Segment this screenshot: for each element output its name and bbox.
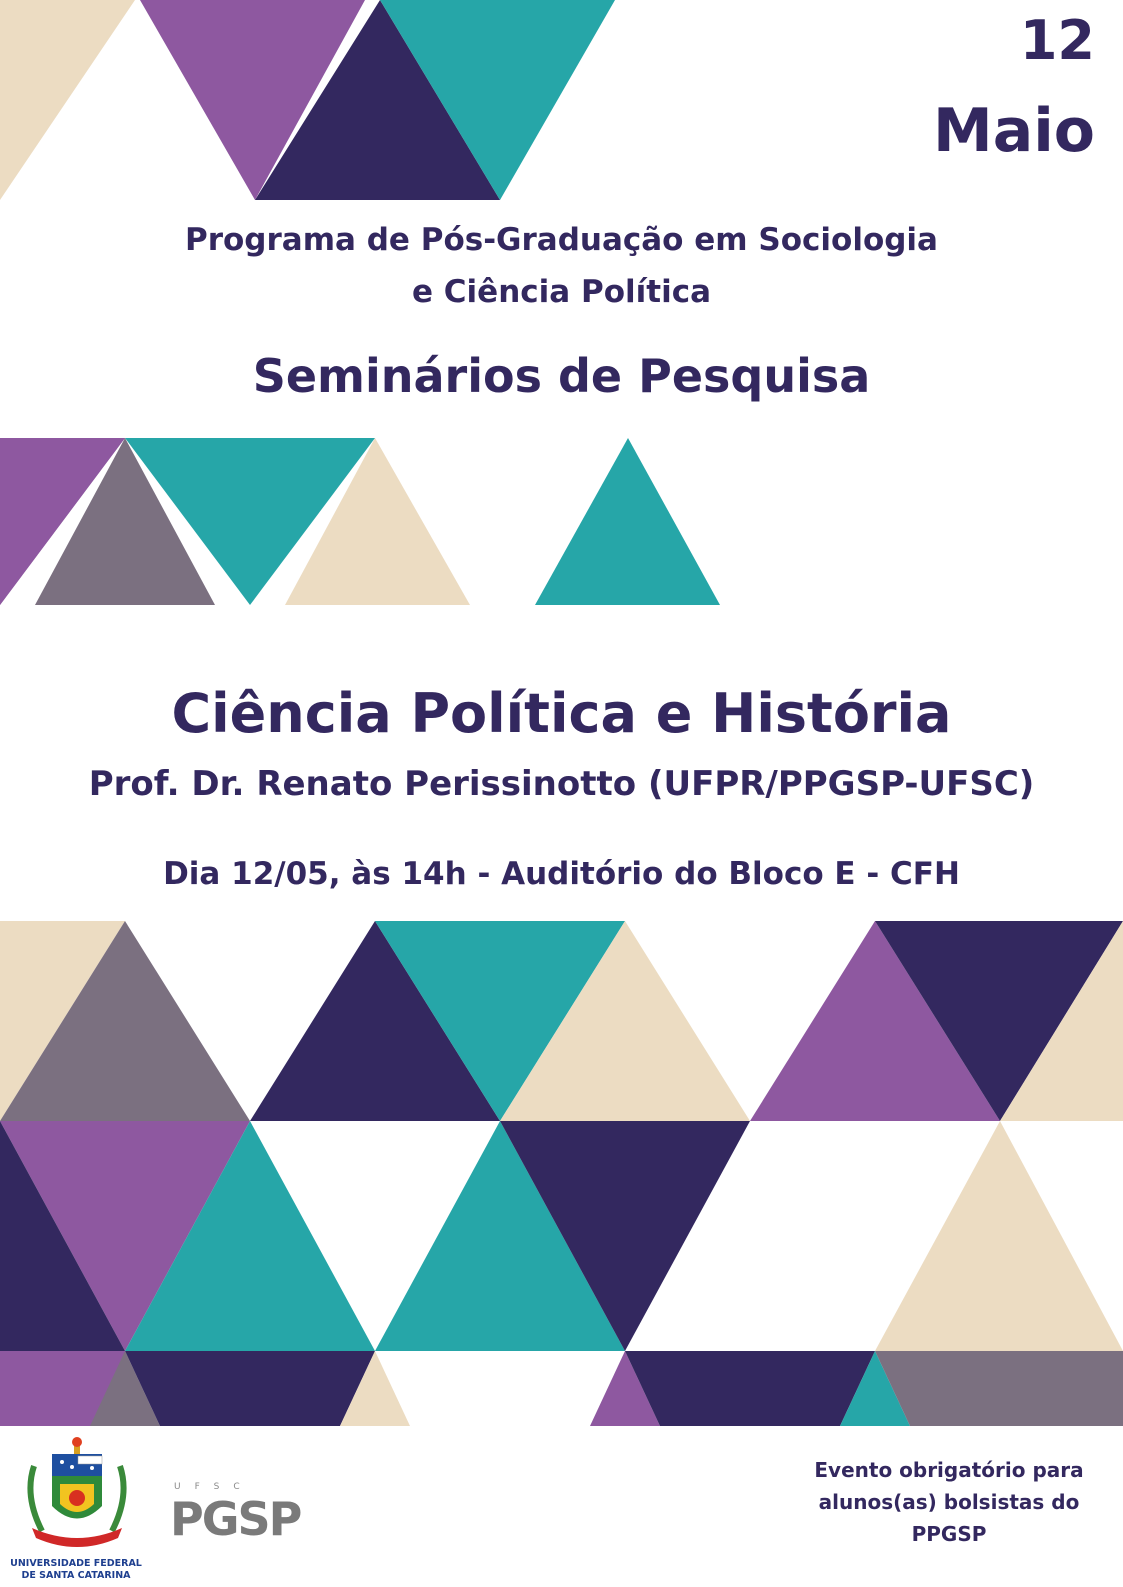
ufsc-logo (0, 1436, 160, 1584)
ppgsp-logo-text: PGSP (170, 1492, 301, 1546)
mandatory-event-notice: Evento obrigatório para alunos(as) bolsistas do PPGSP (814, 1458, 1084, 1546)
ufsc-caption-line2: DE SANTA CATARINA (21, 1570, 131, 1581)
ufsc-caption-line1: UNIVERSIDADE FEDERAL (10, 1558, 142, 1569)
speaker-name: Prof. Dr. Renato Perissinotto (UFPR/PPGSP-UFSC) (88, 764, 1035, 804)
ufsc-crest-icon (22, 1436, 132, 1556)
date-day: 12 (1019, 9, 1095, 72)
program-name-line2: e Ciência Política (411, 274, 711, 310)
ppgsp-logo (170, 1482, 320, 1544)
decorative-triangle-band-bottom (0, 921, 1123, 1426)
series-title: Seminários de Pesquisa (252, 349, 871, 403)
program-name-line1: Programa de Pós-Graduação em Sociologia (185, 222, 938, 258)
event-schedule: Dia 12/05, às 14h - Auditório do Bloco E - CFH (163, 856, 960, 892)
decorative-triangle-band-middle (0, 438, 1123, 605)
talk-title: Ciência Política e História (171, 682, 952, 745)
ppgsp-logo-small-text: UFSC (174, 1482, 254, 1492)
date-month: Maio (933, 96, 1095, 166)
